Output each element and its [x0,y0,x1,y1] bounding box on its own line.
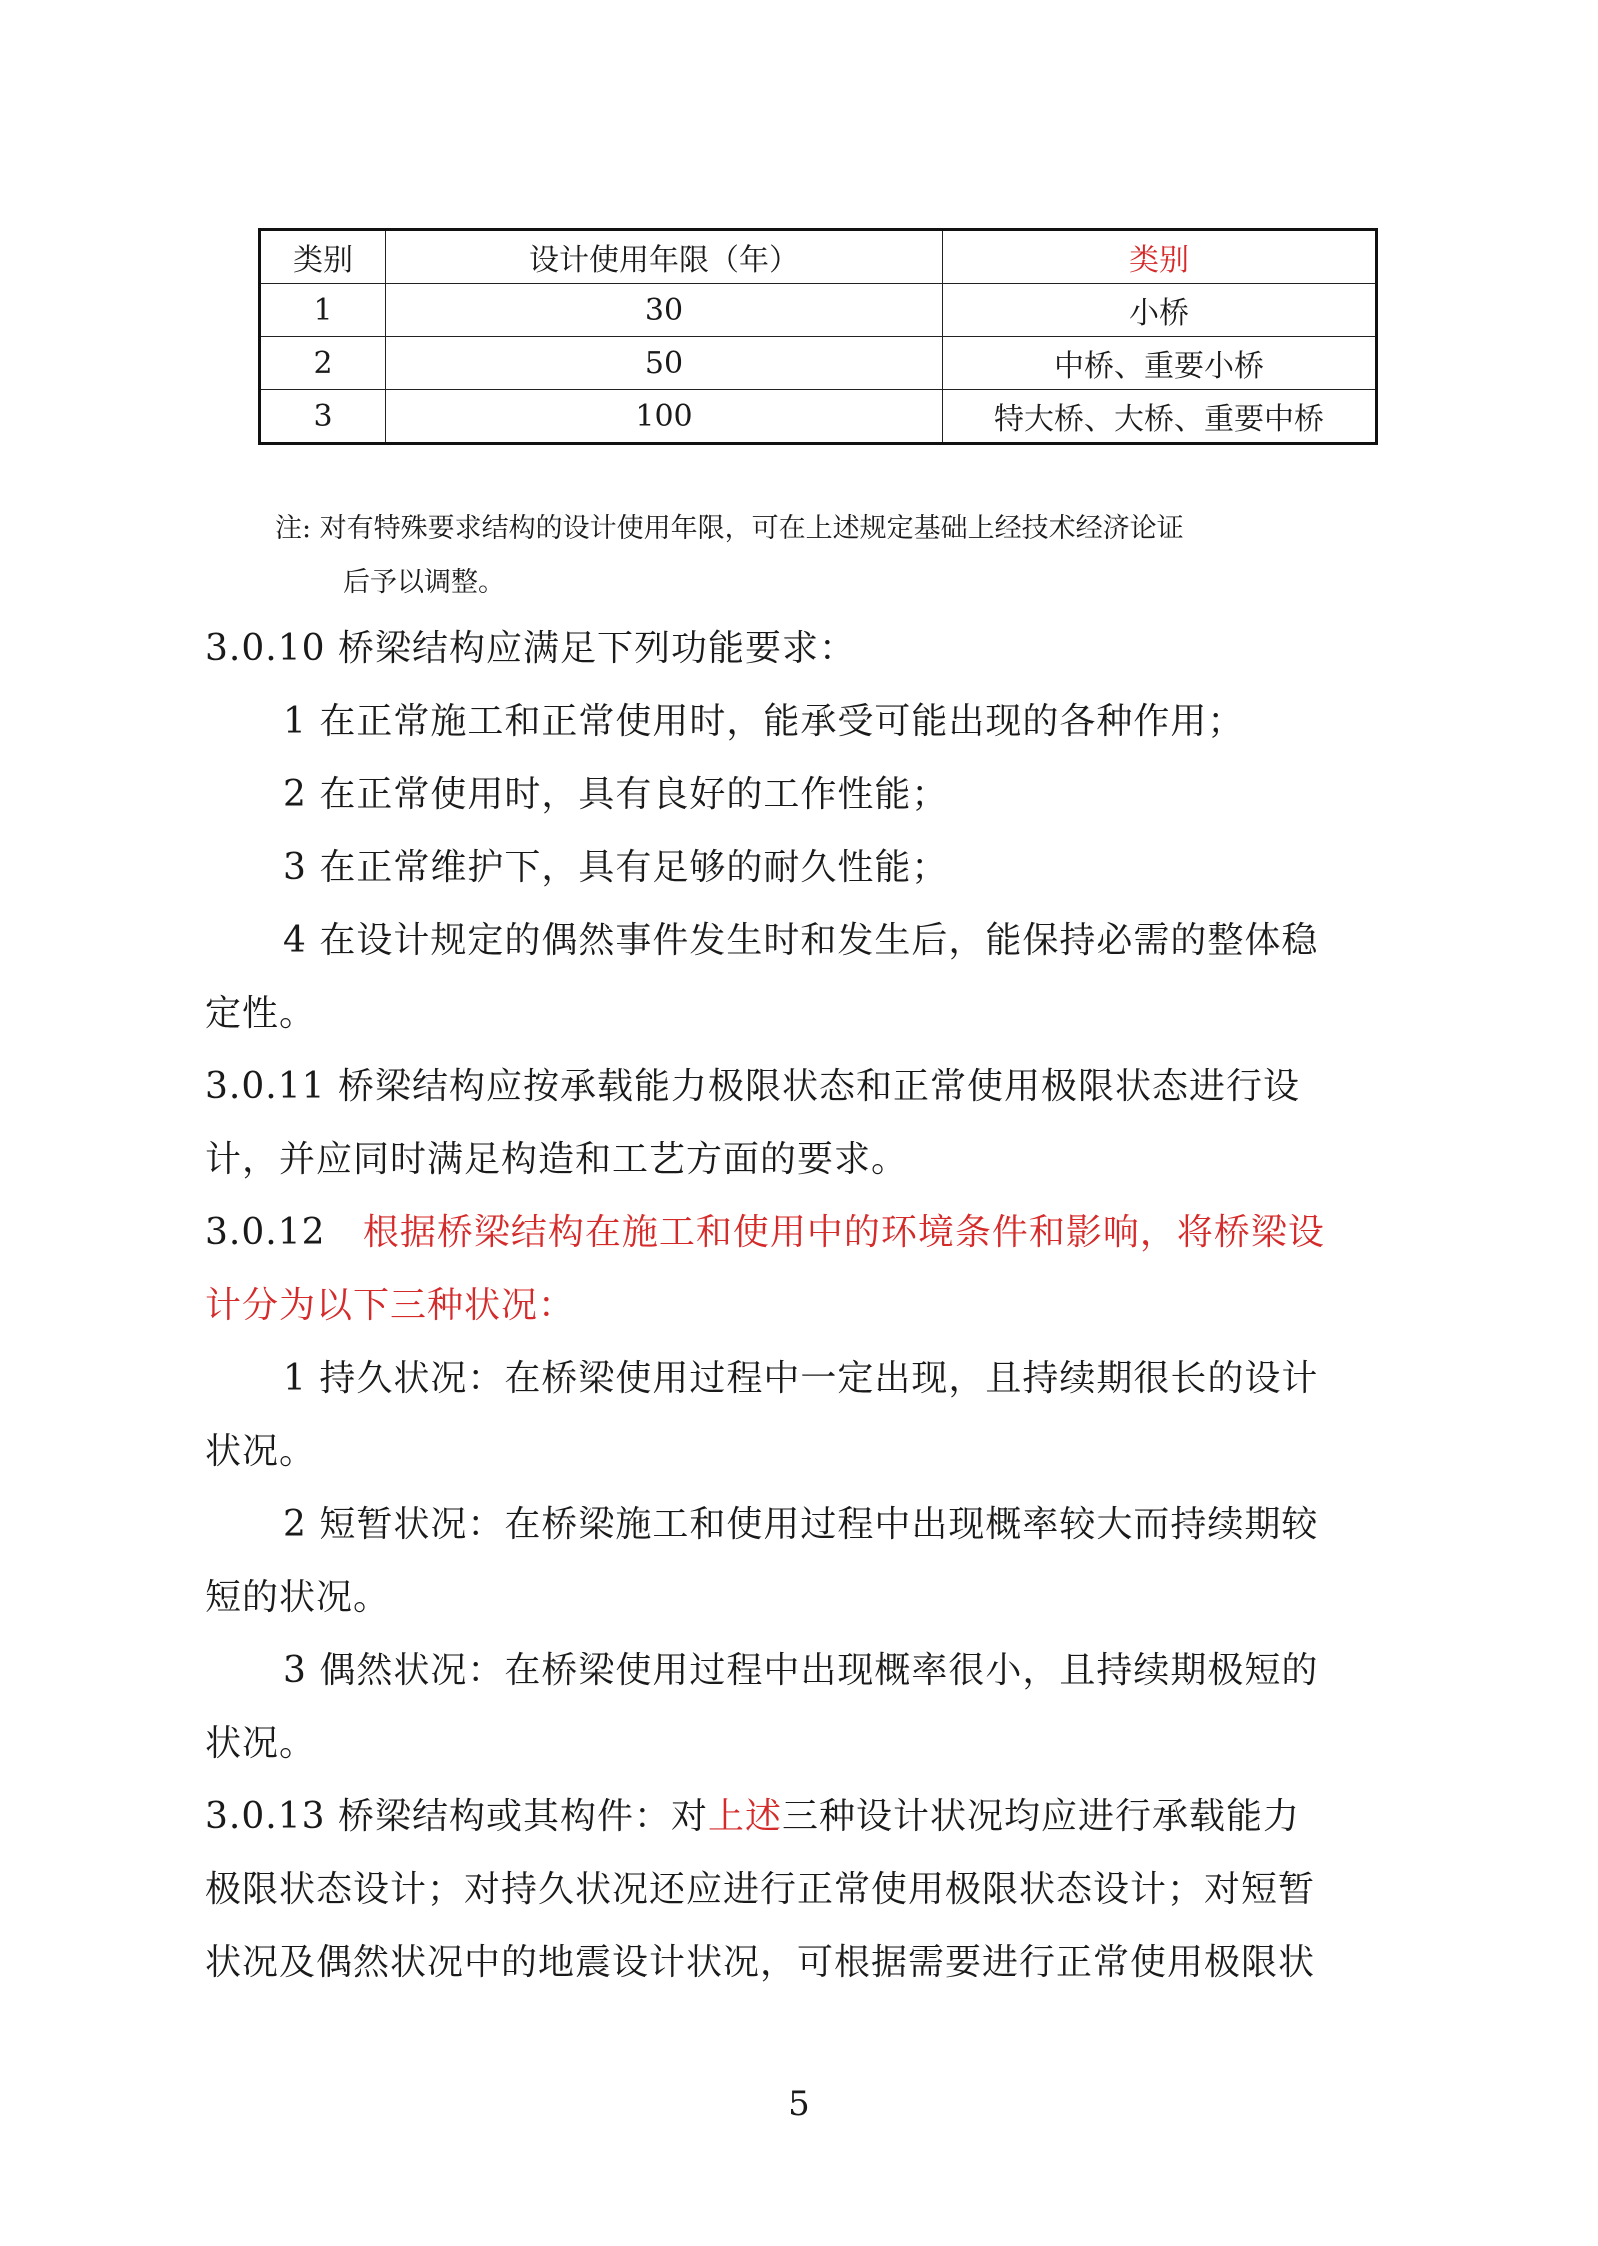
clause-item: 1 在正常施工和正常使用时，能承受可能出现的各种作用； [283,701,1245,742]
table-cell: 100 [386,390,943,444]
table-header-cell: 类别 [943,230,1377,284]
clause-3-0-13-heading [205,1788,1300,1839]
clause-continuation: 计，并应同时满足构造和工艺方面的要求。 [205,1139,909,1180]
clause-item: 4 在设计规定的偶然事件发生时和发生后，能保持必需的整体稳 [283,920,1319,961]
table-row [260,284,1377,337]
table-note [275,502,1375,610]
table-cell: 中桥、重要小桥 [943,337,1377,390]
clause-3-0-10-heading: 3.0.10 桥梁结构应满足下列功能要求： [205,628,856,669]
design-life-table [258,228,1378,445]
clause-3-0-11-heading: 3.0.11 桥梁结构应按承载能力极限状态和正常使用极限状态进行设 [205,1066,1300,1107]
clause-continuation: 极限状态设计；对持久状况还应进行正常使用极限状态设计；对短暂 [205,1869,1316,1910]
table-cell: 1 [260,284,386,337]
clause-item-continuation: 定性。 [205,993,317,1034]
clause-item-continuation: 状况。 [205,1723,317,1764]
clause-item: 3 在正常维护下，具有足够的耐久性能； [283,847,949,888]
clause-3-0-12-heading [205,1204,1325,1255]
clause-item: 2 在正常使用时，具有良好的工作性能； [283,774,949,815]
clause-item-continuation: 短的状况。 [205,1577,391,1618]
clause-item: 1 持久状况：在桥梁使用过程中一定出现，且持续期很长的设计 [283,1358,1319,1399]
clause-number: 3.0.12 [205,1212,326,1253]
clause-text-highlight: 根据桥梁结构在施工和使用中的环境条件和影响，将桥梁设 [362,1212,1325,1253]
clause-continuation-highlight: 计分为以下三种状况： [205,1285,576,1326]
table-cell: 特大桥、大桥、重要中桥 [943,390,1377,444]
clause-item: 3 偶然状况：在桥梁使用过程中出现概率很小，且持续期极短的 [283,1650,1319,1691]
table-row [260,390,1377,444]
table-row [260,337,1377,390]
table-cell: 2 [260,337,386,390]
clause-item: 2 短暂状况：在桥梁施工和使用过程中出现概率较大而持续期较 [283,1504,1319,1545]
table-header-cell: 类别 [260,230,386,284]
note-line: 后予以调整。 [343,567,505,598]
page-number: 5 [788,2084,810,2124]
table-cell: 3 [260,390,386,444]
table-cell: 30 [386,284,943,337]
table-cell: 50 [386,337,943,390]
clause-item-continuation: 状况。 [205,1431,317,1472]
table-header-row [260,230,1377,284]
table-cell: 小桥 [943,284,1377,337]
clause-text-highlight: 上述 [707,1796,782,1837]
clause-continuation: 状况及偶然状况中的地震设计状况，可根据需要进行正常使用极限状 [205,1942,1316,1983]
clause-text: 三种设计状况均应进行承载能力 [781,1796,1300,1837]
clause-text: 3.0.13 桥梁结构或其构件：对 [205,1796,708,1837]
table-header-cell: 设计使用年限（年） [386,230,943,284]
note-line: 注: 对有特殊要求结构的设计使用年限，可在上述规定基础上经技术经济论证 [275,513,1184,544]
